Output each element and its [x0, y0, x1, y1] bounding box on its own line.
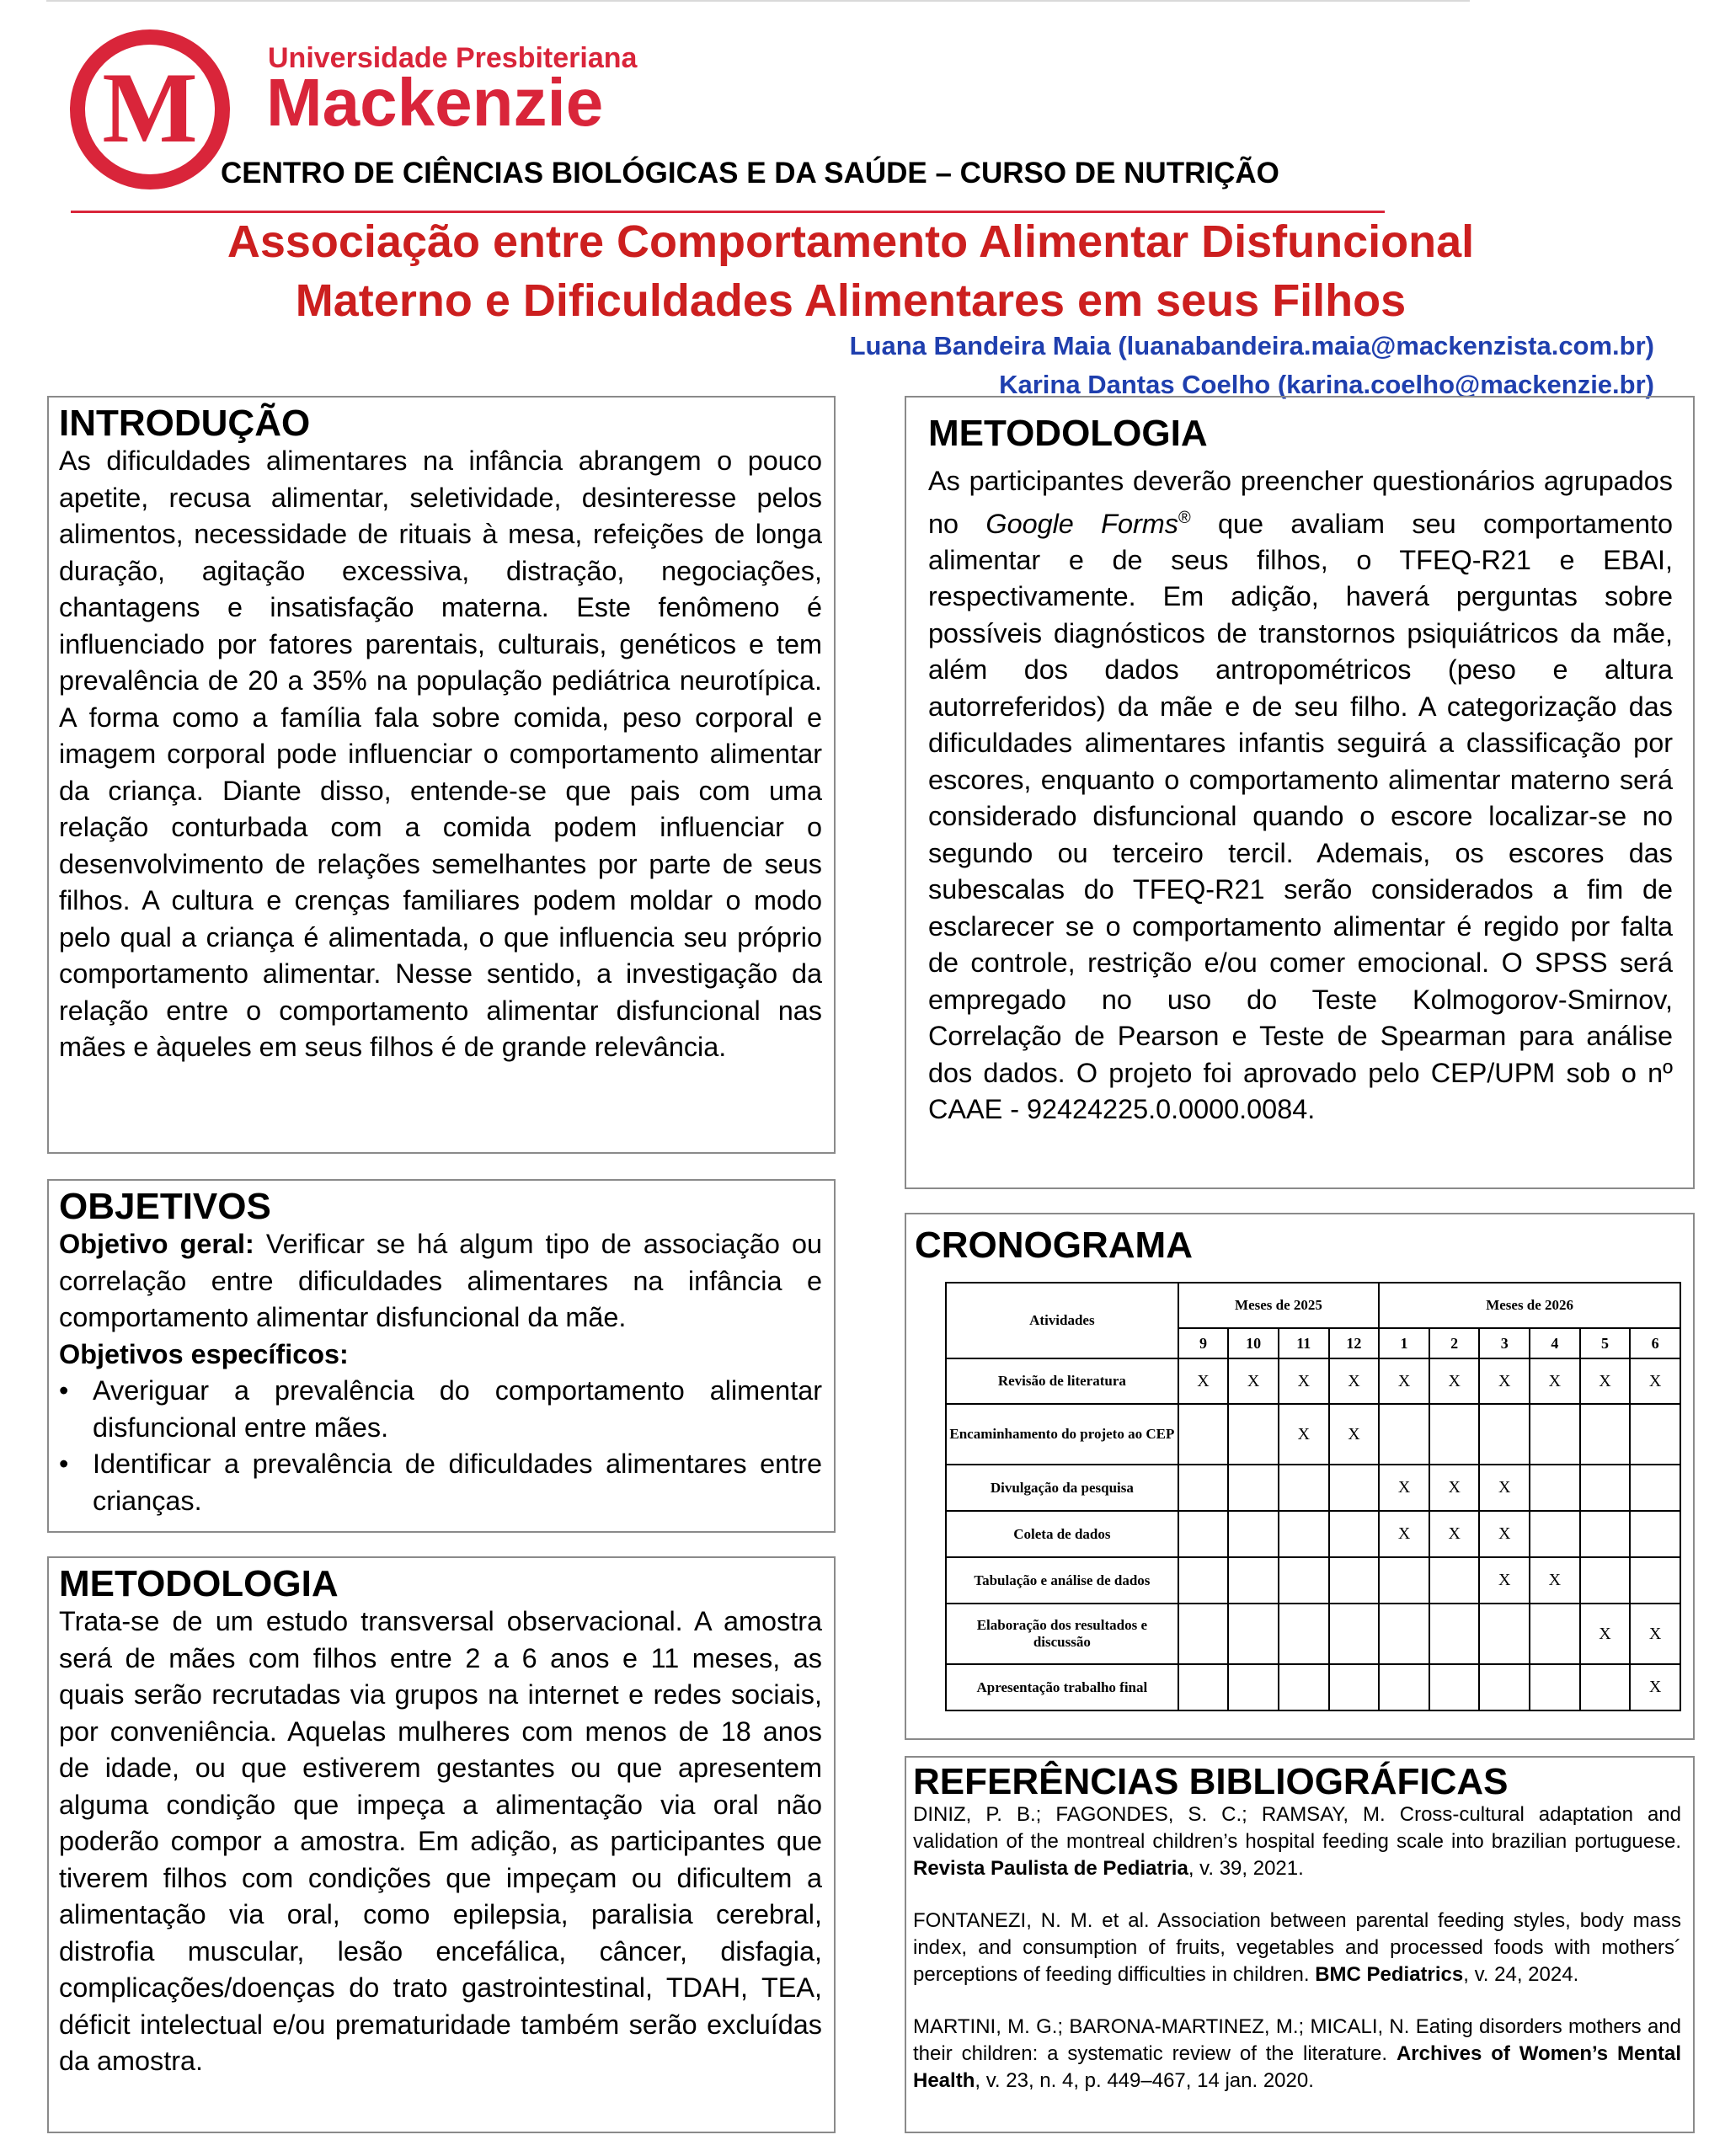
- schedule-mark: X: [1379, 1358, 1429, 1404]
- specific-objective-text: Averiguar a prevalência do comportamento alimentar disfuncional entre mães.: [93, 1375, 822, 1443]
- methodology-section-right: [905, 396, 1695, 1189]
- methodology-text: Trata-se de um estudo transversal observacional. A amostra será de mães com filhos entre 2 a 6 anos e 11 meses, as quais serão recrutadas via grupos na internet e redes sociais, por conveniência. Aquelas mulheres com menos de 18 anos de idade, ou que estiverem gestantes ou que apresentem alguma condição que impeça a alimentação via oral não poderão compor a amostra. Em adição, as participantes que tiverem filhos com condições que impeçam ou dificultem a alimentação via oral, como epilepsia, paralisia cerebral, distrofia muscular, lesão encefálica, câncer, disfagia, complicações/doenças do trato gastrointestinal, TDAH, TEA, déficit intelectual e/ou prematuridade também serão excluídas da amostra.: [59, 1606, 822, 2077]
- bullet-icon: •: [59, 1449, 69, 1480]
- introduction-text: As dificuldades alimentares na infância abrangem o pouco apetite, recusa alimentar, seletividade, desinteresse pelos alimentos, necessidade de rituais à mesa, refeições de longa duração, agitação excessiva, distração, negociações, chantagens e insatisfação materna. Este fenômeno é influenciado por fatores parentais, culturais, genéticos e tem prevalência de 20 a 35% na população pediátrica neurotípica. A forma como a família fala sobre comida, peso corporal e imagem corporal pode influenciar o comportamento alimentar da criança. Diante disso, entende-se que pais com uma relação conturbada com a comida podem influenciar o desenvolvimento de relações semelhantes por parte de seus filhos. A cultura e crenças familiares podem moldar o modo pelo qual a criança é alimentada, o que influencia seu próprio comportamento alimentar. Nesse sentido, a investigação da relação entre o comportamento alimentar disfuncional nas mães e àqueles em seus filhos é de grande relevância.: [59, 446, 822, 1063]
- schedule-mark: [1178, 1511, 1229, 1557]
- methodology-text: As participantes deverão preencher questionários agrupados no Google Forms® que avaliam seu comportamento alimentar e de seus filhos, o TFEQ-R21 e EBAI, respectivamente. Em adição, haverá perguntas sobre possíveis diagnósticos de transtornos psiquiátricos da mãe, além dos dados antropométricos (peso e altura autorreferidos) da mãe e de seu filho. A categorização das dificuldades alimentares infantis seguirá a classificação por escores, enquanto o comportamento alimentar materno será considerado disfuncional quando o escore localizar-se no segundo ou terceiro tercil. Ademais, os escores das subescalas do TFEQ-R21 serão considerados a fim de esclarecer se o comportamento alimentar é regido por falta de controle, restrição e/ou comer emocional. O SPSS será empregado no uso do Teste Kolmogorov-Smirnov, Correlação de Pearson e Teste de Spearman para análise dos dados. O projeto foi aprovado pelo CEP/UPM sob o nº CAAE - 92424225.0.0000.0084.: [928, 466, 1673, 1125]
- schedule-mark: [1630, 1511, 1680, 1557]
- objectives-section: [47, 1179, 836, 1533]
- schedule-mark: [1279, 1465, 1329, 1511]
- schedule-mark: [1228, 1557, 1279, 1604]
- schedule-mark: [1379, 1557, 1429, 1604]
- month-header: 11: [1279, 1328, 1329, 1358]
- schedule-mark: [1530, 1404, 1580, 1465]
- schedule-mark: X: [1479, 1358, 1530, 1404]
- specific-objective-text: Identificar a prevalência de dificuldades alimentares entre crianças.: [93, 1449, 822, 1516]
- schedule-mark: X: [1178, 1358, 1229, 1404]
- schedule-row: [946, 1511, 1680, 1557]
- schedule-mark: [1379, 1664, 1429, 1710]
- schedule-section: [905, 1213, 1695, 1740]
- schedule-row: [946, 1358, 1680, 1404]
- schedule-mark: [1379, 1404, 1429, 1465]
- schedule-mark: X: [1429, 1511, 1480, 1557]
- mackenzie-logo: [66, 25, 234, 194]
- schedule-mark: X: [1429, 1358, 1480, 1404]
- schedule-mark: [1429, 1404, 1480, 1465]
- schedule-mark: [1379, 1604, 1429, 1664]
- schedule-mark: X: [1479, 1511, 1530, 1557]
- activity-name: Divulgação da pesquisa: [946, 1465, 1178, 1511]
- schedule-mark: [1178, 1664, 1229, 1710]
- university-name: Universidade Presbiteriana: [268, 42, 638, 74]
- schedule-mark: X: [1580, 1604, 1631, 1664]
- month-header: 1: [1379, 1328, 1429, 1358]
- registered-mark: ®: [1178, 508, 1191, 527]
- activity-name: Encaminhamento do projeto ao CEP: [946, 1404, 1178, 1465]
- schedule-mark: X: [1479, 1557, 1530, 1604]
- author-2: Karina Dantas Coelho (karina.coelho@mackenzie.br): [999, 370, 1654, 399]
- schedule-mark: [1329, 1604, 1380, 1664]
- schedule-mark: X: [1429, 1465, 1480, 1511]
- month-header: 6: [1630, 1328, 1680, 1358]
- schedule-mark: [1279, 1511, 1329, 1557]
- schedule-mark: [1479, 1404, 1530, 1465]
- methodology-heading: METODOLOGIA: [59, 1563, 339, 1604]
- schedule-mark: [1429, 1557, 1480, 1604]
- schedule-mark: [1479, 1604, 1530, 1664]
- journal-name: Archives of Women’s Mental Health: [913, 2042, 1682, 2093]
- year-2025-header: Meses de 2025: [1178, 1283, 1380, 1328]
- activity-name: Elaboração dos resultados e discussão: [946, 1604, 1178, 1664]
- schedule-row: [946, 1465, 1680, 1511]
- month-header: 4: [1530, 1328, 1580, 1358]
- month-header: 10: [1228, 1328, 1279, 1358]
- poster-title: [51, 212, 1651, 330]
- schedule-mark: X: [1279, 1404, 1329, 1465]
- schedule-mark: [1329, 1664, 1380, 1710]
- schedule-mark: X: [1379, 1511, 1429, 1557]
- general-objective: [59, 1226, 822, 1337]
- month-header: 9: [1178, 1328, 1229, 1358]
- schedule-mark: [1178, 1604, 1229, 1664]
- journal-name: BMC Pediatrics: [1315, 1963, 1464, 1987]
- activity-name: Coleta de dados: [946, 1511, 1178, 1557]
- schedule-mark: [1329, 1511, 1380, 1557]
- schedule-mark: [1580, 1664, 1631, 1710]
- author-1: Luana Bandeira Maia (luanabandeira.maia@mackenzista.com.br): [849, 331, 1654, 360]
- schedule-row: [946, 1557, 1680, 1604]
- schedule-mark: [1429, 1604, 1480, 1664]
- schedule-mark: [1329, 1465, 1380, 1511]
- logo-letter: M: [102, 51, 198, 163]
- schedule-mark: X: [1630, 1358, 1680, 1404]
- title-line-2: Materno e Dificuldades Alimentares em seus Filhos: [295, 275, 1407, 326]
- schedule-mark: X: [1580, 1358, 1631, 1404]
- schedule-mark: [1530, 1604, 1580, 1664]
- schedule-mark: [1279, 1604, 1329, 1664]
- specific-objectives-label: Objetivos específicos:: [59, 1338, 349, 1369]
- schedule-mark: X: [1329, 1404, 1380, 1465]
- schedule-table: [945, 1282, 1681, 1711]
- schedule-mark: [1630, 1465, 1680, 1511]
- month-header: 2: [1429, 1328, 1480, 1358]
- schedule-mark: X: [1530, 1557, 1580, 1604]
- schedule-heading: CRONOGRAMA: [915, 1225, 1193, 1266]
- activity-name: Tabulação e análise de dados: [946, 1557, 1178, 1604]
- schedule-mark: X: [1379, 1465, 1429, 1511]
- objectives-heading: OBJETIVOS: [59, 1186, 271, 1227]
- journal-name: Revista Paulista de Pediatria: [913, 1857, 1188, 1881]
- month-header: 12: [1329, 1328, 1380, 1358]
- month-header: 5: [1580, 1328, 1631, 1358]
- general-objective-label: Objetivo geral:: [59, 1229, 254, 1260]
- schedule-row: [946, 1604, 1680, 1664]
- schedule-mark: [1228, 1664, 1279, 1710]
- reference-item: FONTANEZI, N. M. et al. Association between parental feeding styles, body mass index, and consumption of fruits, vegetables and processed foods with mothers´ perceptions of feeding difficulties in children. BMC Pediatrics, v. 24, 2024.: [913, 1909, 1681, 1987]
- authors: [850, 327, 1654, 404]
- schedule-mark: X: [1329, 1358, 1380, 1404]
- schedule-mark: [1228, 1604, 1279, 1664]
- schedule-mark: [1429, 1664, 1480, 1710]
- top-rule: [46, 0, 1470, 2]
- title-line-1: Associação entre Comportamento Alimentar Disfuncional: [227, 216, 1475, 267]
- schedule-mark: [1630, 1557, 1680, 1604]
- schedule-mark: [1178, 1404, 1229, 1465]
- schedule-mark: [1279, 1557, 1329, 1604]
- schedule-row: [946, 1664, 1680, 1710]
- schedule-mark: X: [1530, 1358, 1580, 1404]
- methodology-heading: METODOLOGIA: [928, 413, 1208, 454]
- schedule-mark: X: [1630, 1604, 1680, 1664]
- bullet-icon: •: [59, 1375, 69, 1406]
- schedule-mark: [1580, 1404, 1631, 1465]
- schedule-mark: [1329, 1557, 1380, 1604]
- activities-header: Atividades: [946, 1283, 1178, 1358]
- activity-name: Apresentação trabalho final: [946, 1664, 1178, 1710]
- schedule-mark: [1178, 1557, 1229, 1604]
- year-2026-header: Meses de 2026: [1379, 1283, 1680, 1328]
- reference-item: DINIZ, P. B.; FAGONDES, S. C.; RAMSAY, M. Cross-cultural adaptation and validation of the montreal children’s hospital feeding scale into brazilian portuguese. Revista Paulista de Pediatria, v. 39, 2021.: [913, 1803, 1681, 1881]
- schedule-mark: X: [1279, 1358, 1329, 1404]
- brand-name: Mackenzie: [266, 65, 604, 140]
- specific-objective-item: [59, 1446, 822, 1519]
- center-name: CENTRO DE CIÊNCIAS BIOLÓGICAS E DA SAÚDE – CURSO DE NUTRIÇÃO: [221, 157, 1279, 189]
- schedule-mark: [1228, 1404, 1279, 1465]
- introduction-heading: INTRODUÇÃO: [59, 403, 311, 444]
- schedule-mark: [1580, 1557, 1631, 1604]
- schedule-mark: [1178, 1465, 1229, 1511]
- schedule-mark: [1530, 1465, 1580, 1511]
- schedule-mark: [1630, 1404, 1680, 1465]
- general-objective-text: Verificar se há algum tipo de associação ou correlação entre dificuldades alimentares na infância e comportamento alimentar disfuncional da mãe.: [59, 1229, 822, 1333]
- methodology-section-left: [47, 1556, 836, 2133]
- schedule-mark: [1279, 1664, 1329, 1710]
- google-forms-name: Google Forms: [985, 508, 1178, 539]
- reference-item: MARTINI, M. G.; BARONA-MARTINEZ, M.; MICALI, N. Eating disorders mothers and their children: a systematic review of the literature. Archives of Women’s Mental Health, v. 23, n. 4, p. 449–467, 14 jan. 2020.: [913, 2015, 1682, 2093]
- schedule-mark: [1580, 1511, 1631, 1557]
- schedule-mark: [1580, 1465, 1631, 1511]
- references-heading: REFERÊNCIAS BIBLIOGRÁFICAS: [913, 1761, 1509, 1802]
- introduction-section: [47, 396, 836, 1154]
- schedule-mark: [1530, 1511, 1580, 1557]
- schedule-mark: [1530, 1664, 1580, 1710]
- schedule-mark: [1228, 1465, 1279, 1511]
- schedule-row: [946, 1404, 1680, 1465]
- references-section: [905, 1756, 1695, 2133]
- activity-name: Revisão de literatura: [946, 1358, 1178, 1404]
- schedule-mark: [1479, 1664, 1530, 1710]
- schedule-mark: X: [1630, 1664, 1680, 1710]
- specific-objective-item: [59, 1373, 822, 1446]
- schedule-mark: [1228, 1511, 1279, 1557]
- schedule-mark: X: [1228, 1358, 1279, 1404]
- month-header: 3: [1479, 1328, 1530, 1358]
- schedule-mark: X: [1479, 1465, 1530, 1511]
